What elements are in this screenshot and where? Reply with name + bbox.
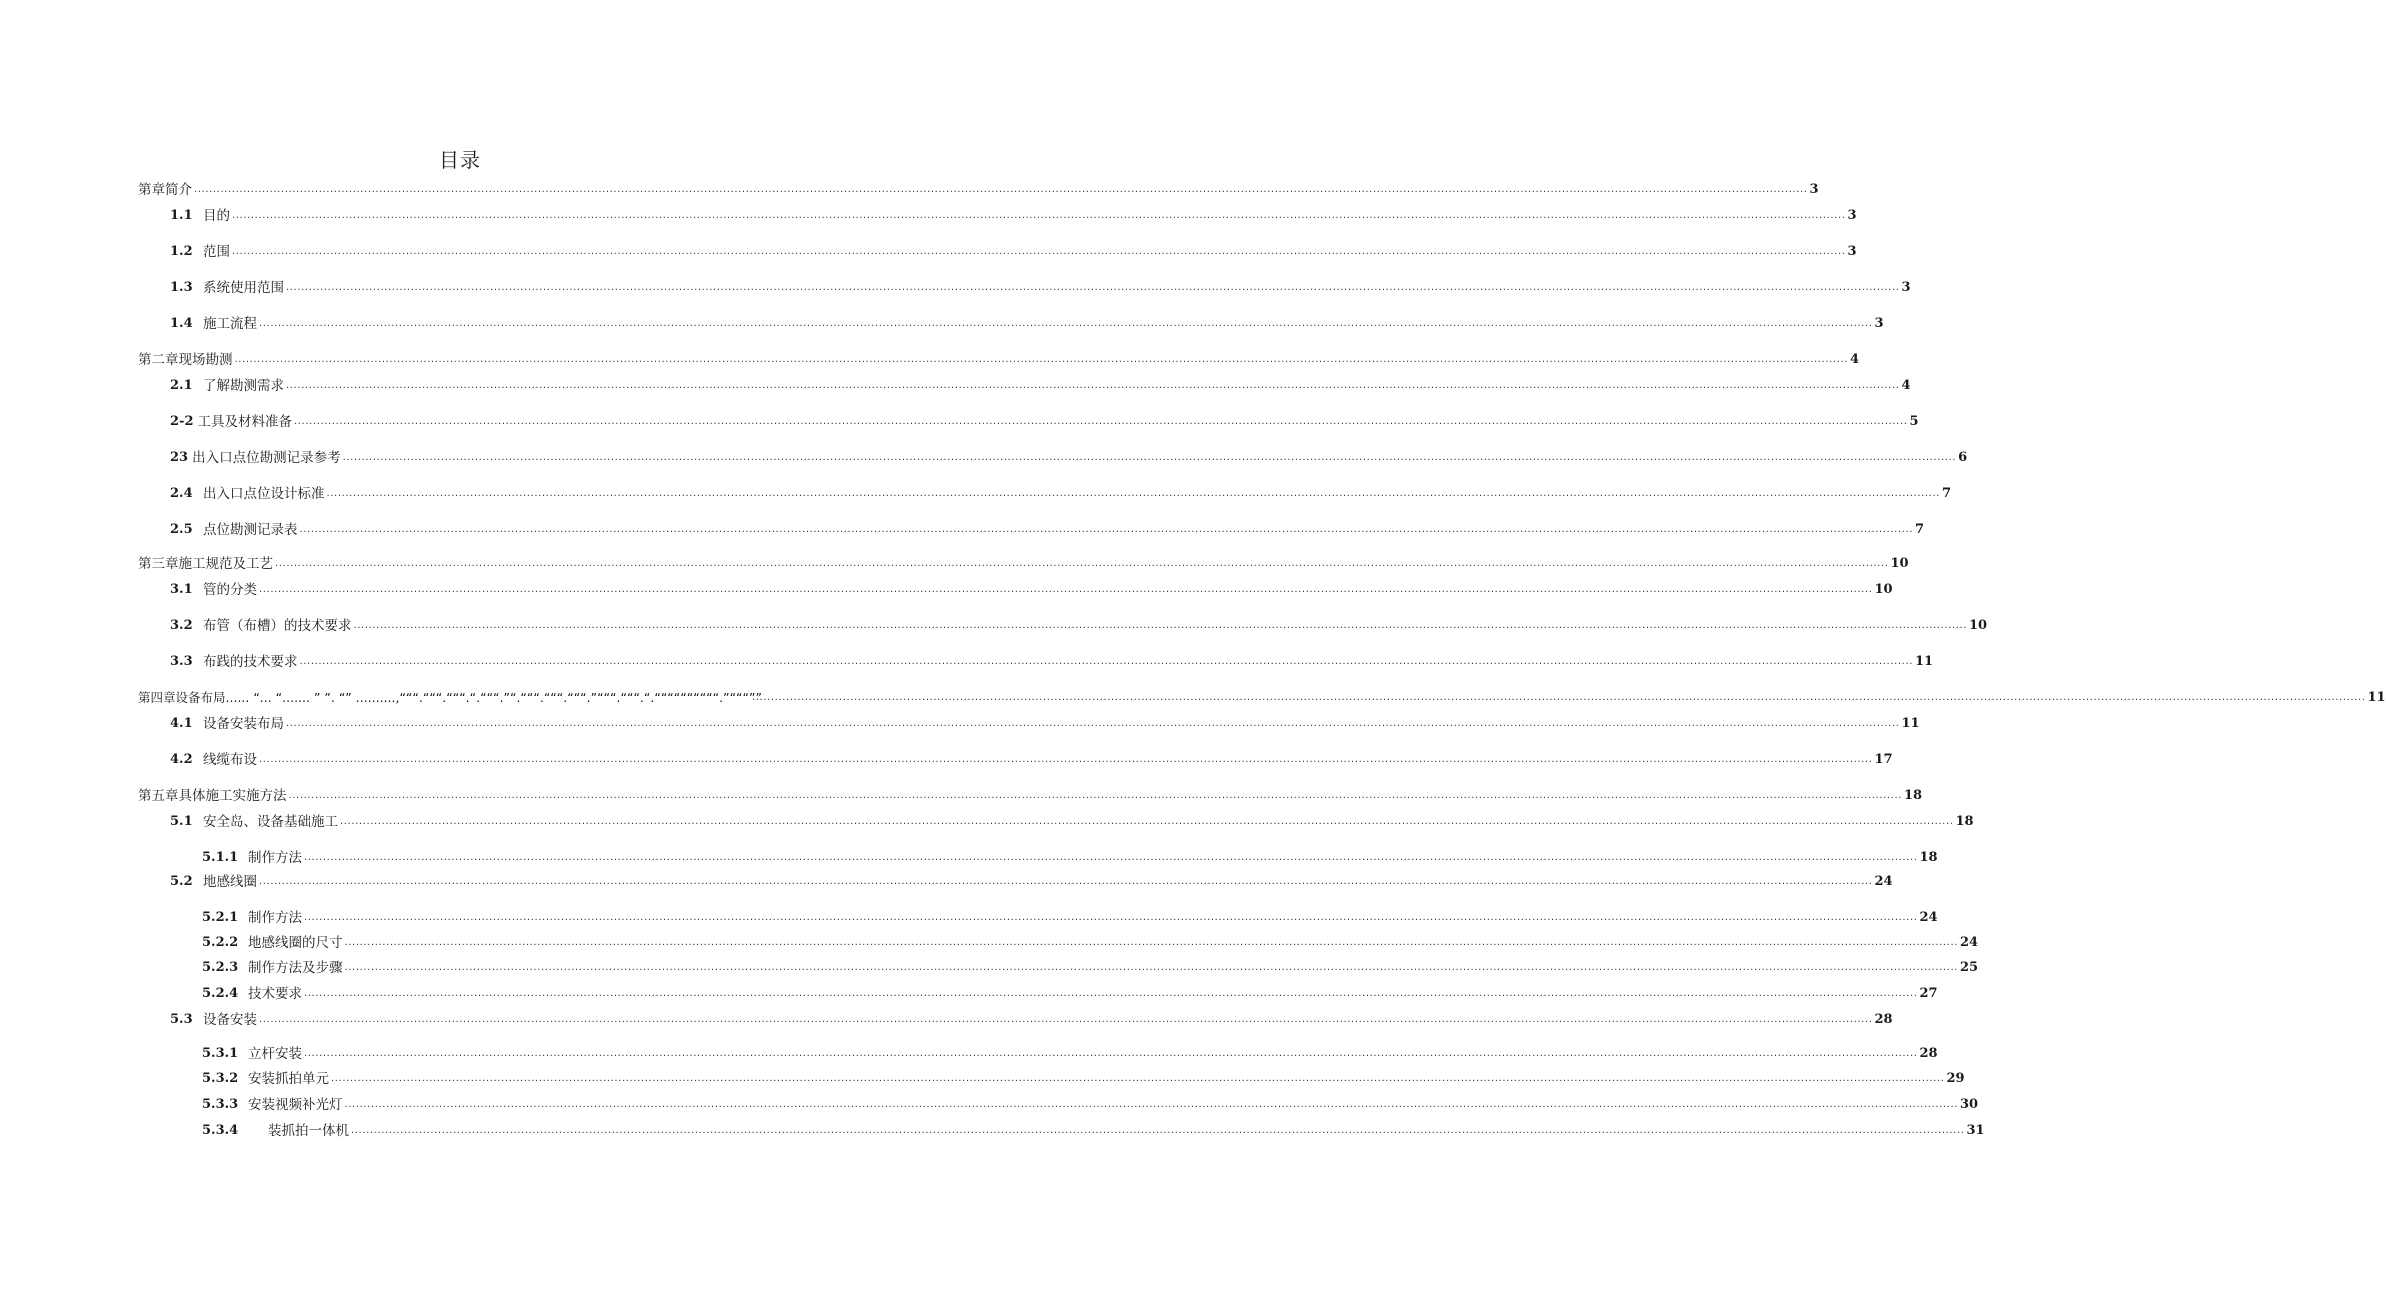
toc-entry-number: 3.2: [170, 618, 193, 633]
toc-page-number: 3: [1901, 280, 1911, 295]
toc-page-number: 3: [1847, 208, 1857, 223]
toc-dot-leader: [259, 585, 1873, 595]
toc-entry-number: 23: [170, 450, 189, 465]
toc-dot-leader: [275, 559, 1889, 569]
toc-entry-title: 第二章现场勘测: [138, 352, 233, 368]
toc-dot-leader: [304, 989, 1918, 999]
toc-dot-leader: [331, 1074, 1945, 1084]
toc-page-number: 11: [1915, 654, 1934, 669]
toc-page-number: 6: [1958, 450, 1968, 465]
toc-dot-leader: [286, 283, 1900, 293]
toc-page-number: 10: [1890, 556, 1909, 571]
toc-dot-leader: [194, 185, 1808, 195]
toc-page-number: 31: [1966, 1123, 1985, 1138]
toc-entry-title: 点位勘测记录表: [203, 522, 298, 538]
toc-page-number: 3: [1809, 182, 1819, 197]
toc-entry-number: 5.1: [170, 814, 193, 829]
toc-entry-title: 立杆安装: [248, 1046, 302, 1062]
toc-entry-number: 5.3.2: [202, 1071, 239, 1086]
toc-entry-title: 工具及材料准备: [197, 414, 292, 430]
toc-page-number: 18: [1955, 814, 1974, 829]
toc-dot-leader: [235, 355, 1849, 365]
toc-entry-number: 2.4: [170, 486, 193, 501]
toc-title: 目录: [439, 148, 481, 172]
toc-dot-leader: [345, 963, 1959, 973]
toc-entry-title: 设备安装布局: [203, 716, 284, 732]
toc-entry[interactable]: [202, 906, 1938, 926]
toc-entry[interactable]: [170, 748, 1893, 768]
toc-entry-number: 5.1.1: [202, 850, 239, 865]
toc-entry-title: 布管（布槽）的技术要求: [203, 618, 352, 634]
toc-entry[interactable]: [202, 1119, 1985, 1139]
toc-page-number: 10: [1969, 618, 1988, 633]
toc-entry[interactable]: [138, 686, 2386, 706]
toc-entry-number: 2.1: [170, 378, 193, 393]
toc-entry-number: 5.2.1: [202, 910, 239, 925]
toc-entry-title: 制作方法及步骤: [248, 960, 343, 976]
toc-entry-number: 5.3.4: [202, 1123, 239, 1138]
toc-entry-number: 4.1: [170, 716, 193, 731]
toc-entry-number: 1.3: [170, 280, 193, 295]
toc-page-number: 3: [1847, 244, 1857, 259]
toc-entry-number: 2.5: [170, 522, 193, 537]
toc-entry[interactable]: [170, 276, 1911, 296]
toc-entry-title: 系统使用范围: [203, 280, 284, 296]
toc-page-number: 27: [1919, 986, 1938, 1001]
toc-entry[interactable]: [170, 240, 1857, 260]
toc-page-number: 24: [1919, 910, 1938, 925]
toc-dot-leader: [300, 657, 1914, 667]
toc-entry-title: 技术要求: [248, 986, 302, 1002]
toc-entry-title: 范围: [203, 244, 230, 260]
toc-entry-title: 了解勘测需求: [203, 378, 284, 394]
toc-entry[interactable]: [202, 982, 1938, 1002]
toc-page-number: 28: [1874, 1012, 1893, 1027]
toc-entry-title: 设备安装: [203, 1012, 257, 1028]
toc-entry[interactable]: [170, 650, 1934, 670]
toc-entry-title: 装抓拍一体机: [268, 1123, 349, 1139]
toc-dot-leader: [289, 791, 1903, 801]
toc-page-number: 17: [1874, 752, 1893, 767]
toc-page-number: 25: [1960, 960, 1979, 975]
toc-entry[interactable]: [138, 552, 1909, 572]
toc-entry-title: 目的: [203, 208, 230, 224]
toc-dot-leader: [340, 817, 1954, 827]
toc-entry[interactable]: [170, 1008, 1893, 1028]
toc-entry-title: 出入口点位设计标准: [203, 486, 325, 502]
toc-entry-number: 5.3: [170, 1012, 193, 1027]
toc-entry-number: 1.1: [170, 208, 193, 223]
toc-entry-title: 布践的技术要求: [203, 654, 298, 670]
toc-dot-leader: [351, 1126, 1965, 1136]
toc-dot-leader: [294, 417, 1908, 427]
toc-page-number: 7: [1915, 522, 1925, 537]
toc-page-number: 4: [1901, 378, 1911, 393]
toc-entry[interactable]: [202, 1093, 1979, 1113]
toc-dot-leader: [343, 453, 1957, 463]
toc-entry-title: 安装视频补光灯: [248, 1097, 343, 1113]
toc-dot-leader: [259, 755, 1873, 765]
toc-entry-title: 第五章具体施工实施方法: [138, 788, 287, 804]
toc-page-number: 18: [1904, 788, 1923, 803]
toc-entry[interactable]: [170, 870, 1893, 890]
toc-entry[interactable]: [170, 446, 1968, 466]
toc-dot-leader: [304, 853, 1918, 863]
toc-page-number: 11: [1901, 716, 1920, 731]
toc-entry-title: 管的分类: [203, 582, 257, 598]
toc-entry-title: 出入口点位勘测记录参考: [192, 450, 341, 466]
toc-entry-title: 第四章设备布局...... “... “....... ” ”. “” ..........,“““.“““.“““.“.“““.”“.“““.“““.“““.”“““.“““.“.““““““““““.”“““””: [138, 690, 762, 705]
toc-page-number: 10: [1874, 582, 1893, 597]
toc-entry-number: 5.2.4: [202, 986, 239, 1001]
toc-dot-leader: [259, 1015, 1873, 1025]
toc-dot-leader: [232, 247, 1846, 257]
toc-page-number: 30: [1960, 1097, 1979, 1112]
toc-page-number: 24: [1960, 935, 1979, 950]
toc-entry[interactable]: [170, 518, 1925, 538]
toc-dot-leader: [232, 211, 1846, 221]
toc-entry[interactable]: [202, 956, 1979, 976]
toc-entry[interactable]: [170, 312, 1884, 332]
toc-entry-number: 3.1: [170, 582, 193, 597]
toc-dot-leader: [354, 621, 1968, 631]
toc-entry-number: 2-2: [170, 414, 194, 429]
toc-dot-leader: [259, 319, 1873, 329]
toc-entry-number: 5.2.2: [202, 935, 239, 950]
toc-dot-leader: [327, 489, 1941, 499]
toc-page-number: 3: [1874, 316, 1884, 331]
toc-entry-number: 3.3: [170, 654, 193, 669]
toc-page-number: 24: [1874, 874, 1893, 889]
toc-entry-number: 5.2.3: [202, 960, 239, 975]
toc-dot-leader: [304, 1049, 1918, 1059]
toc-entry-number: 1.4: [170, 316, 193, 331]
toc-entry-title: 制作方法: [248, 910, 302, 926]
toc-entry[interactable]: [170, 374, 1911, 394]
toc-entry[interactable]: [138, 178, 1819, 198]
toc-entry[interactable]: [138, 784, 1923, 804]
toc-entry[interactable]: [138, 348, 1860, 368]
toc-entry[interactable]: [202, 1042, 1938, 1062]
toc-entry[interactable]: [170, 810, 1974, 830]
toc-entry-number: 4.2: [170, 752, 193, 767]
toc-entry-title: 安全岛、设备基础施工: [203, 814, 338, 830]
toc-page-number: 18: [1919, 850, 1938, 865]
toc-dot-leader: [345, 1100, 1959, 1110]
toc-entry-title: 第三章施工规范及工艺: [138, 556, 273, 572]
toc-entry-number: 1.2: [170, 244, 193, 259]
toc-entry-title: 线缆布设: [203, 752, 257, 768]
toc-entry-number: 5.3.3: [202, 1097, 239, 1112]
toc-page-number: 5: [1909, 414, 1919, 429]
toc-entry[interactable]: [170, 578, 1893, 598]
toc-dot-leader: [300, 525, 1914, 535]
toc-entry-number: 5.2: [170, 874, 193, 889]
toc-entry-number: 5.3.1: [202, 1046, 239, 1061]
toc-entry[interactable]: [170, 204, 1857, 224]
toc-entry-title: 地感线圈: [203, 874, 257, 890]
toc-entry-title: 地感线圈的尺寸: [248, 935, 343, 951]
toc-entry-title: 施工流程: [203, 316, 257, 332]
toc-dot-leader: [304, 913, 1918, 923]
toc-entry[interactable]: [170, 712, 1920, 732]
toc-page-number: 28: [1919, 1046, 1938, 1061]
toc-entry[interactable]: [170, 482, 1952, 502]
toc-entry[interactable]: [170, 410, 1919, 430]
toc-dot-leader: [752, 693, 2366, 703]
toc-entry[interactable]: [170, 614, 1988, 634]
toc-page-number: 7: [1942, 486, 1952, 501]
toc-dot-leader: [286, 719, 1900, 729]
toc-entry[interactable]: [202, 846, 1938, 866]
toc-dot-leader: [345, 938, 1959, 948]
toc-dot-leader: [259, 877, 1873, 887]
toc-entry[interactable]: [202, 1067, 1965, 1087]
toc-entry-title: 第章简介: [138, 182, 192, 198]
toc-entry-title: 安装抓拍单元: [248, 1071, 329, 1087]
toc-page-number: 11: [2367, 690, 2386, 705]
toc-entry-title: 制作方法: [248, 850, 302, 866]
toc-entry[interactable]: [202, 931, 1979, 951]
toc-dot-leader: [286, 381, 1900, 391]
toc-page-number: 29: [1946, 1071, 1965, 1086]
toc-page-number: 4: [1850, 352, 1860, 367]
